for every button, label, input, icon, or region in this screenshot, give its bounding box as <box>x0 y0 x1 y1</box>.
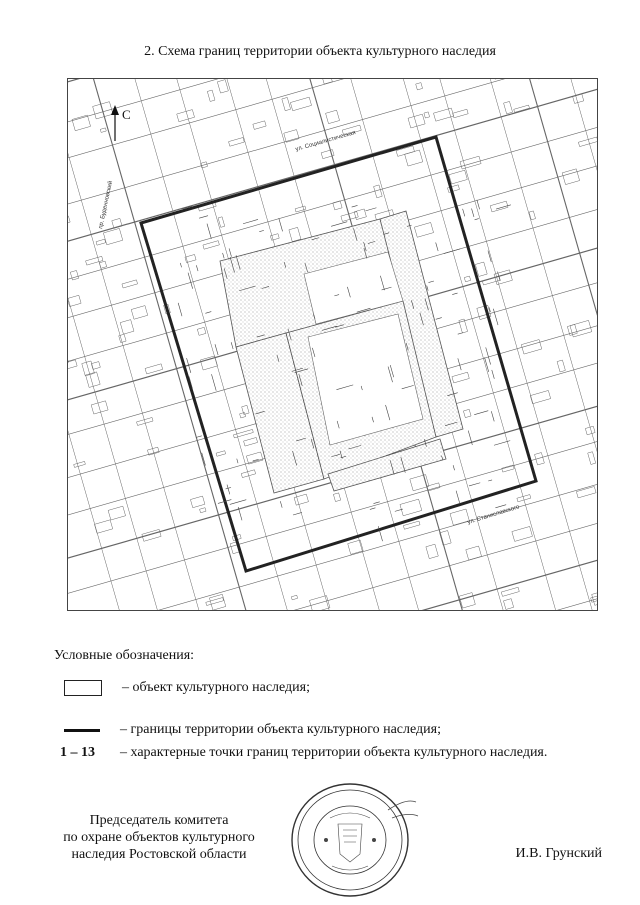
site-map <box>67 78 598 611</box>
street-label-budennovsky: пр. Буденновский <box>98 180 115 230</box>
street-label-socialist: ул. Социалистическая <box>294 129 357 153</box>
official-seal <box>288 778 420 905</box>
signatory-name: И.В. Грунский <box>515 846 602 861</box>
legend-heading: Условные обозначения: <box>54 648 195 663</box>
street-label-stanislavsky: ул. Станиславского <box>466 504 521 526</box>
legend-item-points: 1 – 13 – характерные точки границ территории объекта культурного наследия. <box>60 745 548 760</box>
north-label: С <box>122 107 131 122</box>
legend-item-boundary: – границы территории объекта культурного наследия; <box>54 722 441 738</box>
heritage-building <box>220 211 463 493</box>
signatory-position: Председатель комитета по охране объектов культурного наследия Ростовской области <box>63 813 255 862</box>
legend-line-symbol <box>64 729 100 732</box>
page-title: 2. Схема границ территории объекта культурного наследия <box>144 44 496 59</box>
legend-box-symbol <box>64 680 102 696</box>
legend-number-symbol: 1 – 13 <box>60 745 95 760</box>
legend-item-object: – объект культурного наследия; <box>54 680 310 696</box>
north-arrow-icon <box>111 105 131 141</box>
